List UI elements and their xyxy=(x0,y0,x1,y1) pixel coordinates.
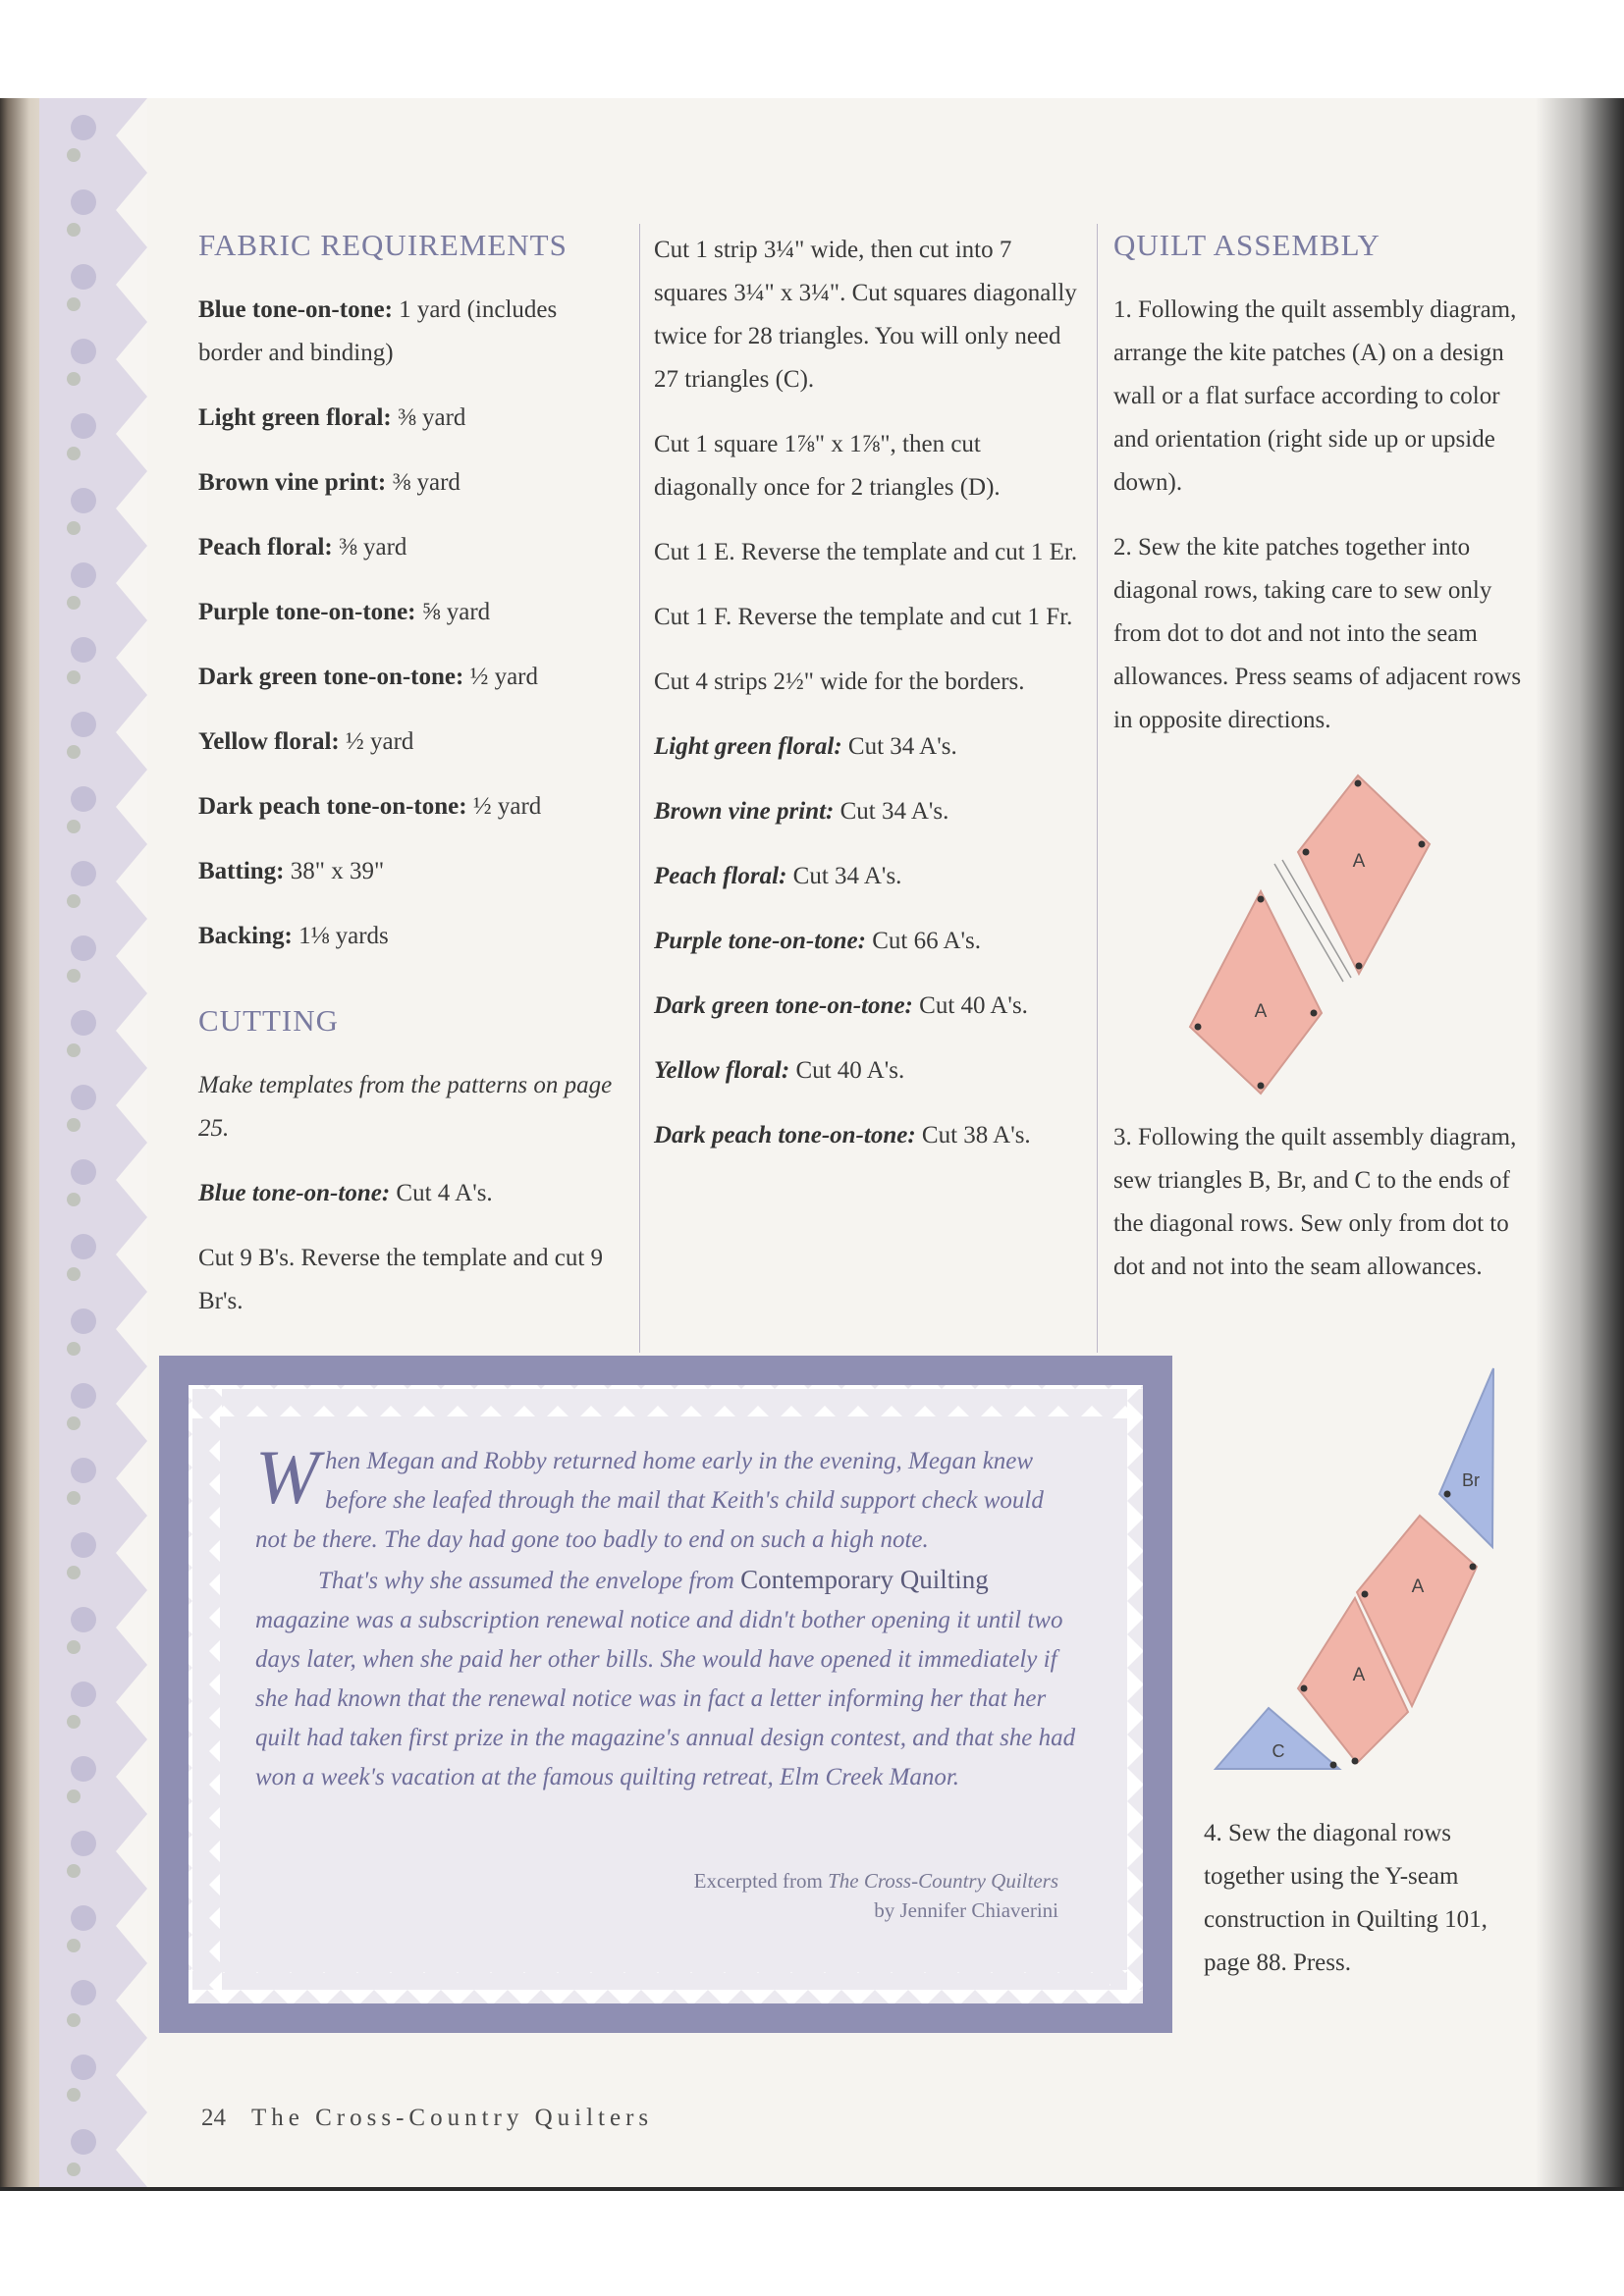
cutting-paragraph: Cut 1 F. Reverse the template and cut 1 Fr. xyxy=(654,604,1073,630)
decorative-border xyxy=(39,98,147,2189)
column-middle xyxy=(654,229,1081,1179)
cutting-intro: Make templates from the patterns on page 25. xyxy=(198,1072,613,1142)
assembly-step: 1. Following the quilt assembly diagram, arrange the kite patches (A) on a design wall or a flat surface according to color and orientation (right side up or upside down). xyxy=(1113,296,1517,496)
patch-label: A xyxy=(1352,1665,1366,1685)
patch-label: A xyxy=(1352,851,1366,872)
book-title: The Cross-Country Quilters xyxy=(251,2105,654,2131)
drop-cap: W xyxy=(255,1434,319,1520)
cutting-paragraph: Cut 1 square 1⅞" x 1⅞", then cut diagonally once for 2 triangles (D). xyxy=(654,431,1001,501)
quote-text xyxy=(255,1434,1076,1797)
assembly-step4-block xyxy=(1204,1812,1538,2006)
column-left xyxy=(198,226,616,1345)
fabric-item: Yellow floral: ½ yard xyxy=(198,728,414,755)
kite-patch xyxy=(1190,891,1322,1094)
fabric-item: Dark green tone-on-tone: ½ yard xyxy=(198,664,538,690)
assembly-step: 4. Sew the diagonal rows together using the Y-seam construction in Quilting 101, page 88. Press. xyxy=(1204,1820,1488,1976)
assembly-step: 3. Following the quilt assembly diagram, sew triangles B, Br, and C to the ends of the diagonal rows. Sew only from dot to dot and not into the seam allowances. xyxy=(1113,1124,1517,1280)
fabric-item: Batting: 38" x 39" xyxy=(198,858,385,884)
quote-paragraph: That's why she assumed the envelope from Contemporary Quilting magazine was a subscription renewal notice and didn't bother opening it until two days later, when she paid her other bills. She would have opened it immediately if she had known that the renewal notice was in fact a letter informing her that her quilt had taken first prize in the magazine's annual design contest, and that she had won a week's vacation at the famous quilting retreat, Elm Creek Manor. xyxy=(255,1565,1076,1790)
fabric-item: Blue tone-on-tone: 1 yard (includes border and binding) xyxy=(198,296,558,366)
quote-credit: Excerpted from The Cross-Country Quilters by Jennifer Chiaverini xyxy=(693,1869,1058,1922)
cutting-item: Peach floral: Cut 34 A's. xyxy=(654,863,902,889)
fabric-item: Peach floral: ⅜ yard xyxy=(198,534,407,561)
fabric-item: Backing: 1⅛ yards xyxy=(198,923,389,949)
cutting-item: Brown vine print: Cut 34 A's. xyxy=(654,798,949,825)
patch-label: C xyxy=(1272,1741,1285,1761)
page-edge-shadow xyxy=(1536,98,1624,2189)
kite-patch xyxy=(1298,775,1430,974)
cutting-item: Light green floral: Cut 34 A's. xyxy=(654,733,957,760)
fabric-requirements-heading: FABRIC REQUIREMENTS xyxy=(198,228,568,262)
cutting-item: Yellow floral: Cut 40 A's. xyxy=(654,1057,905,1084)
page-footer xyxy=(201,2105,653,2132)
cutting-paragraph: Cut 1 E. Reverse the template and cut 1 Er. xyxy=(654,539,1078,565)
cutting-paragraph: Cut 9 B's. Reverse the template and cut 9 Br's. xyxy=(198,1245,604,1314)
fabric-item: Light green floral: ⅜ yard xyxy=(198,404,466,431)
cutting-item: Purple tone-on-tone: Cut 66 A's. xyxy=(654,928,981,954)
cutting-paragraph: Cut 4 strips 2½" wide for the borders. xyxy=(654,668,1025,695)
column-divider xyxy=(639,224,640,1353)
cutting-heading: CUTTING xyxy=(198,1003,340,1038)
assembly-step: 2. Sew the kite patches together into diagonal rows, taking care to sew only from dot to dot and not into the seam allowances. Press seams of adjacent rows in opposite directions. xyxy=(1113,534,1522,733)
page-bottom-edge xyxy=(0,2187,1624,2191)
page-number: 24 xyxy=(201,2105,226,2131)
assembly-step3-block xyxy=(1113,1116,1536,1310)
cutting-item: Blue tone-on-tone: Cut 4 A's. xyxy=(198,1180,493,1206)
row-assembly-diagram xyxy=(1208,1364,1512,1787)
quote-sidebar xyxy=(159,1356,1172,2033)
quote-paragraph: When Megan and Robby returned home early in the evening, Megan knew before she leafed through the mail that Keith's child support check would not be there. The day had gone too badly to end on such a high note. xyxy=(255,1434,1044,1553)
fabric-item: Purple tone-on-tone: ⅝ yard xyxy=(198,599,491,625)
patch-label: A xyxy=(1411,1576,1425,1597)
column-right xyxy=(1113,226,1536,764)
triangle-patch xyxy=(1439,1368,1493,1547)
column-divider xyxy=(1097,224,1098,1353)
kite-seam-diagram xyxy=(1178,766,1463,1109)
cutting-paragraph: Cut 1 strip 3¼" wide, then cut into 7 squares 3¼" x 3¼". Cut squares diagonally twice for 28 triangles. You will only need 27 triangles (C). xyxy=(654,237,1077,393)
patch-label: A xyxy=(1254,1001,1268,1022)
cutting-item: Dark green tone-on-tone: Cut 40 A's. xyxy=(654,992,1028,1019)
fabric-item: Brown vine print: ⅜ yard xyxy=(198,469,460,496)
quilt-assembly-heading: QUILT ASSEMBLY xyxy=(1113,228,1380,262)
patch-label: Br xyxy=(1462,1470,1480,1490)
fabric-item: Dark peach tone-on-tone: ½ yard xyxy=(198,793,542,820)
cutting-item: Dark peach tone-on-tone: Cut 38 A's. xyxy=(654,1122,1031,1148)
